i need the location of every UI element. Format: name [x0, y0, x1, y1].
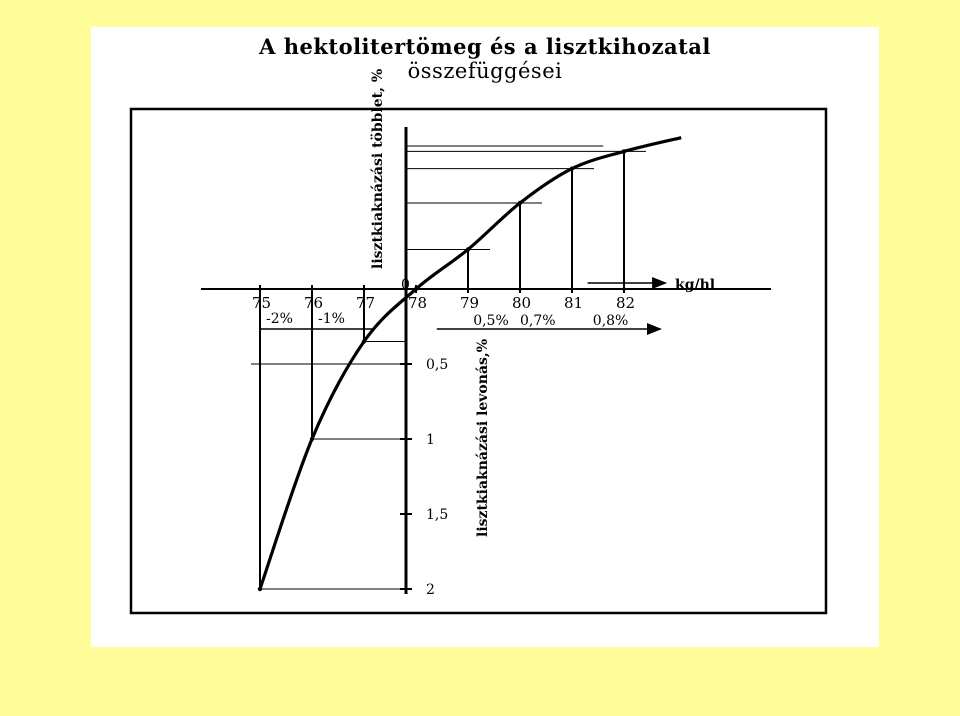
data-point	[518, 201, 522, 205]
x-tick-label: 82	[616, 294, 636, 312]
x-axis-label: kg/hl	[675, 277, 716, 293]
surplus-label: 0,7%	[520, 313, 556, 329]
x-tick-label: 76	[304, 294, 324, 312]
origin-label: 0	[401, 277, 410, 293]
x-tick-label: 81	[564, 294, 584, 312]
y-tick-label: 2	[426, 582, 435, 598]
x-tick-label: 75	[252, 294, 272, 312]
series-line	[260, 138, 681, 589]
guide-lines	[251, 146, 646, 589]
x-tick-label: 78	[408, 294, 428, 312]
slide	[91, 27, 879, 647]
deduction-label: -1%	[318, 311, 345, 327]
data-point	[414, 287, 418, 291]
y-axis-label-top: lisztkiaknázási többlet, %	[370, 68, 386, 269]
data-point	[258, 587, 262, 591]
x-tick-label: 80	[512, 294, 532, 312]
y-tick-label: 1	[426, 432, 435, 448]
y-axis-label-bottom: lisztkiaknázási levonás,%	[475, 338, 491, 537]
data-point	[310, 437, 314, 441]
deduction-label: -2%	[266, 311, 293, 327]
x-tick-label: 79	[460, 294, 480, 312]
data-point	[622, 149, 626, 153]
data-point	[362, 339, 366, 343]
chart	[91, 27, 879, 647]
y-tick-label: 0,5	[426, 357, 449, 373]
y-tick-label: 1,5	[426, 507, 449, 523]
chart-title-line2: összefüggései	[407, 59, 563, 83]
surplus-label: 0,8%	[592, 313, 629, 329]
x-tick-label: 77	[356, 294, 376, 312]
chart-title-line1: A hektolitertömeg és a lisztkihozatal	[259, 34, 711, 59]
data-point	[570, 166, 574, 170]
data-point	[466, 247, 470, 251]
surplus-label: 0,5%	[473, 313, 509, 329]
